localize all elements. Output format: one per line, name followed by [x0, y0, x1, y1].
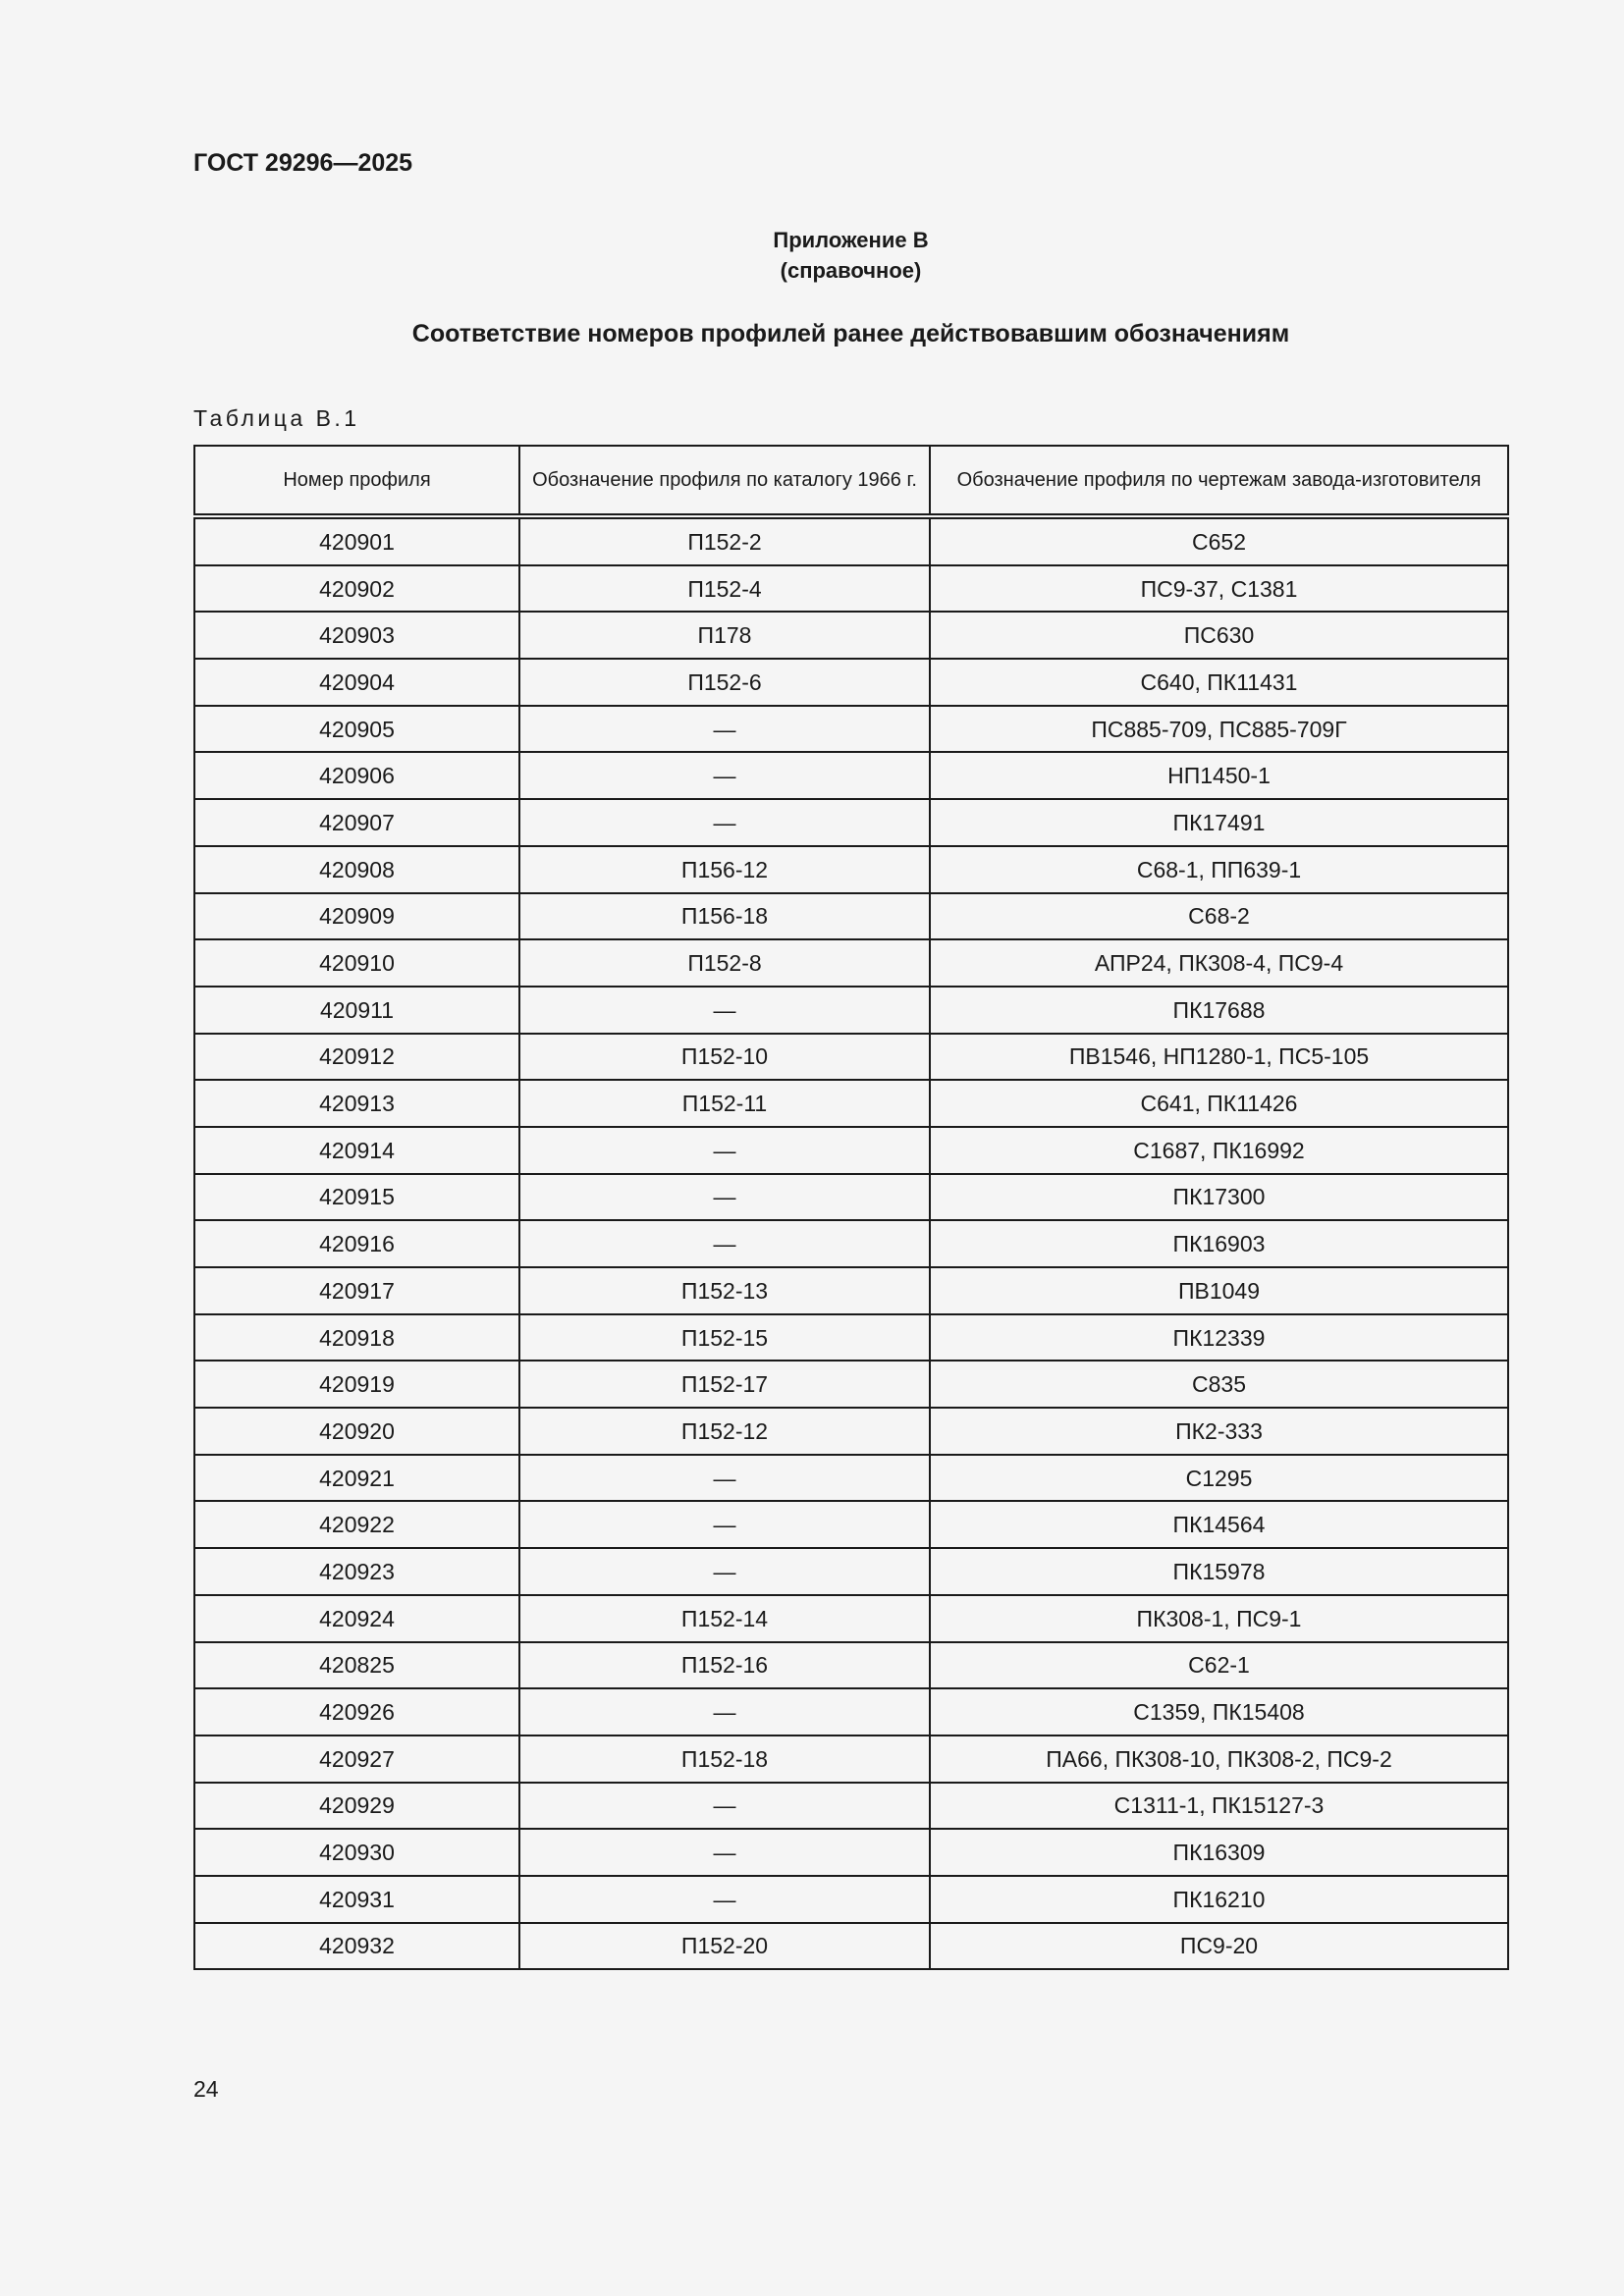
cell-profile-number: 420912 — [194, 1034, 519, 1081]
cell-profile-number: 420911 — [194, 987, 519, 1034]
appendix-type: (справочное) — [780, 258, 922, 283]
table-row — [194, 1548, 1508, 1595]
cell-catalog-designation: — — [519, 987, 930, 1034]
cell-catalog-designation: — — [519, 1876, 930, 1923]
cell-manufacturer-designation: ПК15978 — [930, 1548, 1508, 1595]
cell-profile-number: 420913 — [194, 1080, 519, 1127]
cell-catalog-designation: — — [519, 1829, 930, 1876]
table-row — [194, 1642, 1508, 1689]
appendix-title: Приложение В — [773, 228, 929, 252]
cell-catalog-designation: П152-17 — [519, 1361, 930, 1408]
cell-profile-number: 420922 — [194, 1501, 519, 1548]
cell-catalog-designation: — — [519, 1455, 930, 1502]
document-id: ГОСТ 29296—2025 — [193, 149, 413, 177]
cell-profile-number: 420926 — [194, 1688, 519, 1735]
table-row — [194, 1735, 1508, 1783]
cell-profile-number: 420908 — [194, 846, 519, 893]
page-number: 24 — [193, 2076, 219, 2102]
cell-catalog-designation: П152-16 — [519, 1642, 930, 1689]
cell-catalog-designation: — — [519, 1501, 930, 1548]
cell-manufacturer-designation: ПС630 — [930, 612, 1508, 659]
cell-manufacturer-designation: С1359, ПК15408 — [930, 1688, 1508, 1735]
cell-manufacturer-designation: ПК17300 — [930, 1174, 1508, 1221]
cell-profile-number: 420924 — [194, 1595, 519, 1642]
cell-profile-number: 420923 — [194, 1548, 519, 1595]
cell-profile-number: 420916 — [194, 1220, 519, 1267]
cell-manufacturer-designation: ПК17688 — [930, 987, 1508, 1034]
table-caption: Таблица В.1 — [193, 405, 360, 431]
cell-profile-number: 420902 — [194, 565, 519, 613]
table-row — [194, 1361, 1508, 1408]
cell-profile-number: 420920 — [194, 1408, 519, 1455]
cell-profile-number: 420921 — [194, 1455, 519, 1502]
cell-catalog-designation: П156-12 — [519, 846, 930, 893]
table-row — [194, 1314, 1508, 1362]
profile-correspondence-table — [193, 445, 1509, 1970]
cell-manufacturer-designation: С652 — [930, 516, 1508, 565]
cell-catalog-designation: — — [519, 799, 930, 846]
cell-manufacturer-designation: ПК14564 — [930, 1501, 1508, 1548]
table-row — [194, 1923, 1508, 1970]
cell-manufacturer-designation: ПК16309 — [930, 1829, 1508, 1876]
cell-catalog-designation: — — [519, 1127, 930, 1174]
cell-profile-number: 420930 — [194, 1829, 519, 1876]
cell-manufacturer-designation: С641, ПК11426 — [930, 1080, 1508, 1127]
cell-manufacturer-designation: С835 — [930, 1361, 1508, 1408]
cell-manufacturer-designation: АПР24, ПК308-4, ПС9-4 — [930, 939, 1508, 987]
cell-profile-number: 420917 — [194, 1267, 519, 1314]
cell-manufacturer-designation: С62-1 — [930, 1642, 1508, 1689]
header-profile-number: Номер профиля — [194, 446, 519, 516]
table-row — [194, 1829, 1508, 1876]
table-row — [194, 1080, 1508, 1127]
cell-catalog-designation: П152-2 — [519, 516, 930, 565]
cell-catalog-designation: П152-4 — [519, 565, 930, 613]
cell-catalog-designation: — — [519, 1688, 930, 1735]
table-row — [194, 893, 1508, 940]
cell-profile-number: 420918 — [194, 1314, 519, 1362]
cell-manufacturer-designation: ПС9-37, С1381 — [930, 565, 1508, 613]
cell-manufacturer-designation: С68-1, ПП639-1 — [930, 846, 1508, 893]
cell-profile-number: 420825 — [194, 1642, 519, 1689]
cell-catalog-designation: — — [519, 1220, 930, 1267]
cell-catalog-designation: П156-18 — [519, 893, 930, 940]
cell-profile-number: 420931 — [194, 1876, 519, 1923]
table-row — [194, 1408, 1508, 1455]
table-row — [194, 1455, 1508, 1502]
cell-catalog-designation: — — [519, 1548, 930, 1595]
cell-catalog-designation: — — [519, 752, 930, 799]
table-body — [194, 516, 1508, 1969]
header-manufacturer-drawings: Обозначение профиля по чертежам завода-изготовителя — [930, 446, 1508, 516]
cell-profile-number: 420910 — [194, 939, 519, 987]
cell-profile-number: 420903 — [194, 612, 519, 659]
cell-catalog-designation: — — [519, 1783, 930, 1830]
table-row — [194, 1876, 1508, 1923]
cell-profile-number: 420915 — [194, 1174, 519, 1221]
cell-profile-number: 420914 — [194, 1127, 519, 1174]
cell-catalog-designation: П152-18 — [519, 1735, 930, 1783]
table-row — [194, 846, 1508, 893]
cell-catalog-designation: — — [519, 706, 930, 753]
cell-catalog-designation: П152-10 — [519, 1034, 930, 1081]
cell-manufacturer-designation: ПА66, ПК308-10, ПК308-2, ПС9-2 — [930, 1735, 1508, 1783]
table-row — [194, 1127, 1508, 1174]
cell-profile-number: 420906 — [194, 752, 519, 799]
table-row — [194, 1267, 1508, 1314]
table-row — [194, 612, 1508, 659]
cell-profile-number: 420904 — [194, 659, 519, 706]
cell-profile-number: 420905 — [194, 706, 519, 753]
table-row — [194, 939, 1508, 987]
cell-manufacturer-designation: НП1450-1 — [930, 752, 1508, 799]
cell-manufacturer-designation: С1295 — [930, 1455, 1508, 1502]
cell-manufacturer-designation: ПВ1546, НП1280-1, ПС5-105 — [930, 1034, 1508, 1081]
cell-manufacturer-designation: С1687, ПК16992 — [930, 1127, 1508, 1174]
section-title: Соответствие номеров профилей ранее действовавшим обозначениям — [411, 320, 1290, 347]
cell-catalog-designation: П178 — [519, 612, 930, 659]
cell-profile-number: 420909 — [194, 893, 519, 940]
cell-manufacturer-designation: ПК308-1, ПС9-1 — [930, 1595, 1508, 1642]
cell-catalog-designation: П152-20 — [519, 1923, 930, 1970]
cell-profile-number: 420907 — [194, 799, 519, 846]
cell-manufacturer-designation: ПК16903 — [930, 1220, 1508, 1267]
cell-manufacturer-designation: ПВ1049 — [930, 1267, 1508, 1314]
table-row — [194, 752, 1508, 799]
table-header-row — [194, 446, 1508, 516]
table-row — [194, 1595, 1508, 1642]
table-row — [194, 565, 1508, 613]
table-row — [194, 706, 1508, 753]
cell-manufacturer-designation: С68-2 — [930, 893, 1508, 940]
table-row — [194, 799, 1508, 846]
cell-catalog-designation: — — [519, 1174, 930, 1221]
cell-catalog-designation: П152-12 — [519, 1408, 930, 1455]
cell-profile-number: 420919 — [194, 1361, 519, 1408]
cell-catalog-designation: П152-14 — [519, 1595, 930, 1642]
cell-catalog-designation: П152-11 — [519, 1080, 930, 1127]
table-row — [194, 1174, 1508, 1221]
cell-profile-number: 420901 — [194, 516, 519, 565]
cell-manufacturer-designation: С1311-1, ПК15127-3 — [930, 1783, 1508, 1830]
cell-manufacturer-designation: ПС885-709, ПС885-709Г — [930, 706, 1508, 753]
cell-manufacturer-designation: ПС9-20 — [930, 1923, 1508, 1970]
cell-catalog-designation: П152-8 — [519, 939, 930, 987]
header-catalog-1966: Обозначение профиля по каталогу 1966 г. — [519, 446, 930, 516]
table-row — [194, 1783, 1508, 1830]
table-row — [194, 1220, 1508, 1267]
table-row — [194, 987, 1508, 1034]
cell-manufacturer-designation: ПК16210 — [930, 1876, 1508, 1923]
cell-profile-number: 420929 — [194, 1783, 519, 1830]
cell-catalog-designation: П152-13 — [519, 1267, 930, 1314]
cell-profile-number: 420927 — [194, 1735, 519, 1783]
cell-profile-number: 420932 — [194, 1923, 519, 1970]
table-header — [194, 446, 1508, 516]
table-row — [194, 1688, 1508, 1735]
cell-catalog-designation: П152-6 — [519, 659, 930, 706]
cell-manufacturer-designation: ПК2-333 — [930, 1408, 1508, 1455]
table-row — [194, 659, 1508, 706]
table-row — [194, 516, 1508, 565]
cell-manufacturer-designation: ПК12339 — [930, 1314, 1508, 1362]
table-row — [194, 1034, 1508, 1081]
table-row — [194, 1501, 1508, 1548]
cell-catalog-designation: П152-15 — [519, 1314, 930, 1362]
cell-manufacturer-designation: ПК17491 — [930, 799, 1508, 846]
cell-manufacturer-designation: С640, ПК11431 — [930, 659, 1508, 706]
